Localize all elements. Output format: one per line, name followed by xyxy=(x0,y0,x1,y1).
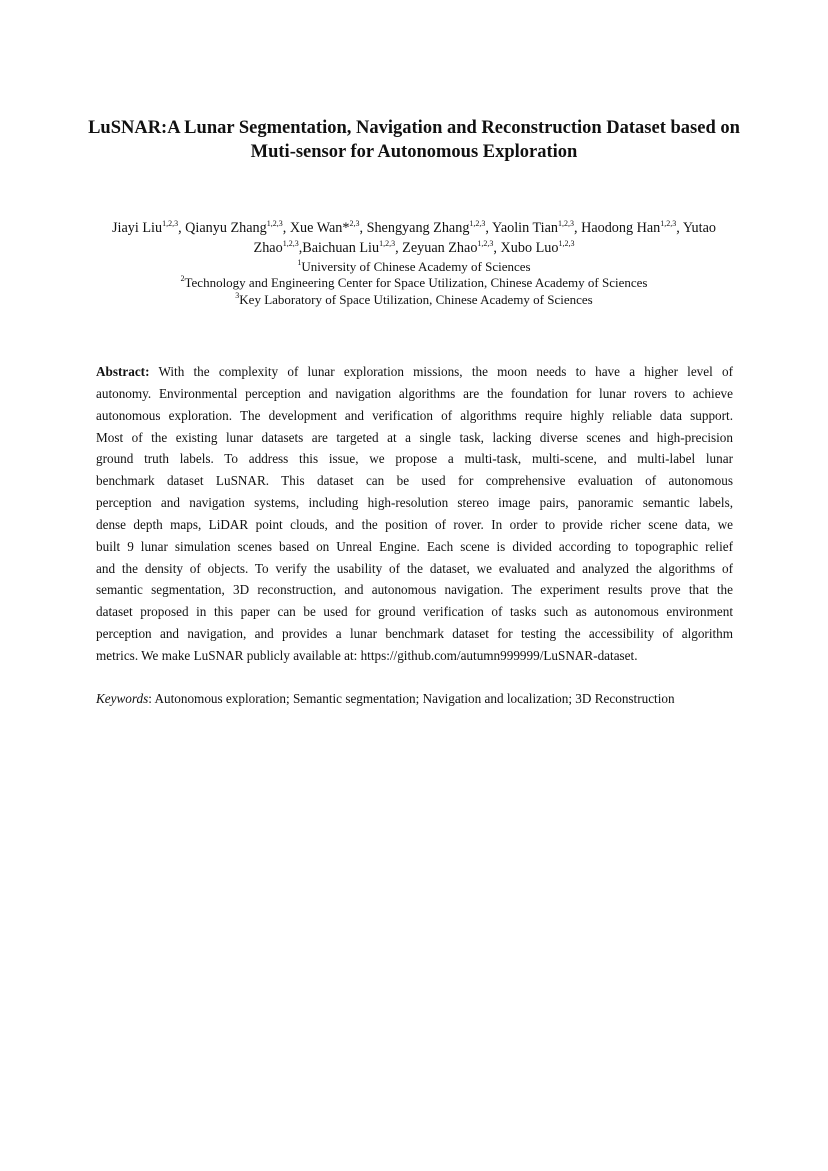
author-separator: , xyxy=(395,240,403,256)
abstract-line: dense depth maps, LiDAR point clouds, and the position of rover. In order to provide richer scene data, we xyxy=(96,516,733,532)
paper-title xyxy=(40,116,788,164)
author-name: Zeyuan Zhao xyxy=(402,240,478,256)
author-separator: , xyxy=(493,240,501,256)
abstract-line: benchmark dataset LuSNAR. This dataset can be used for comprehensive evaluation of autonomous xyxy=(96,473,733,489)
author-name: Xubo Luo xyxy=(500,240,559,256)
author-separator: , xyxy=(178,220,186,236)
abstract-label: Abstract: xyxy=(96,364,150,379)
author-separator: , xyxy=(282,220,290,236)
affiliation-text: University of Chinese Academy of Sciences xyxy=(301,259,531,274)
affiliation-text: Key Laboratory of Space Utilization, Chinese Academy of Sciences xyxy=(239,291,593,307)
abstract-line: semantic segmentation, 3D reconstruction, and autonomous navigation. The experiment results prove that the xyxy=(96,582,733,598)
author-list xyxy=(74,218,754,258)
title-line: LuSNAR:A Lunar Segmentation, Navigation and Reconstruction Dataset based on xyxy=(88,118,740,138)
keywords xyxy=(96,688,756,710)
author-name: Qianyu Zhang xyxy=(185,220,267,236)
abstract-line: metrics. We make LuSNAR publicly available at: https://github.com/autumn999999/LuSNAR-dataset. xyxy=(96,647,638,663)
author-affiliation-marker: 1,2,3 xyxy=(282,239,299,248)
abstract-line: perception and navigation systems, including high-resolution stereo image pairs, panoramic semantic labels, xyxy=(96,495,733,511)
abstract-line xyxy=(96,361,733,383)
author-affiliation-marker: 1,2,3 xyxy=(557,219,574,228)
abstract-line: perception and navigation, and provides a lunar benchmark dataset for testing the accessibility of algorithm xyxy=(96,626,733,642)
keywords-label: Keywords xyxy=(96,691,149,706)
author-separator: , xyxy=(676,220,683,236)
abstract-line: autonomy. Environmental perception and navigation algorithms are the foundation for lunar rovers to achieve xyxy=(96,385,733,401)
author-affiliation-marker: 1,2,3 xyxy=(469,219,486,228)
author-affiliation-marker: 1,2,3 xyxy=(266,219,283,228)
abstract-line: Most of the existing lunar datasets are targeted at a single task, lacking diverse scenes and high-precision xyxy=(96,429,733,445)
author-separator: , xyxy=(485,220,492,236)
abstract-line: dataset proposed in this paper can be used for ground verification of tasks such as autonomous environment xyxy=(96,604,733,620)
affiliation-marker: 3 xyxy=(235,290,240,300)
author-name: Haodong Han xyxy=(581,220,661,236)
keywords-text: : Autonomous exploration; Semantic segmentation; Navigation and localization; 3D Reconstruction xyxy=(148,691,675,706)
abstract-line: autonomous exploration. The development and verification of algorithms require highly reliable data support. xyxy=(96,407,733,423)
affiliation xyxy=(40,292,788,308)
affiliation xyxy=(40,275,788,291)
author-separator: , xyxy=(298,240,303,256)
author-name-part: Zhao xyxy=(253,240,283,256)
affiliation xyxy=(40,259,788,275)
author-affiliation-marker: 1,2,3 xyxy=(477,239,494,248)
abstract xyxy=(96,361,733,667)
abstract-line: and the density of objects. To verify the usability of the dataset, we evaluated and analyzed the algorithms of xyxy=(96,560,733,576)
author-name-part: Yutao xyxy=(682,220,716,236)
title-line: Muti-sensor for Autonomous Exploration xyxy=(250,142,578,162)
author-line xyxy=(74,218,754,238)
author-affiliation-marker: 1,2,3 xyxy=(558,239,575,248)
author-name: Yaolin Tian xyxy=(492,220,558,236)
author-affiliation-marker: 1,2,3 xyxy=(379,239,396,248)
author-line xyxy=(74,238,754,258)
abstract-text: With the complexity of lunar exploration missions, the moon needs to have a higher level of xyxy=(149,364,733,379)
author-affiliation-marker: 2,3 xyxy=(349,219,360,228)
author-separator: , xyxy=(359,220,367,236)
affiliation-marker: 2 xyxy=(180,274,185,284)
affiliation-text: Technology and Engineering Center for Space Utilization, Chinese Academy of Sciences xyxy=(184,275,648,291)
author-name: Shengyang Zhang xyxy=(366,220,470,236)
affiliation-marker: 1 xyxy=(297,258,302,267)
author-name: Xue Wan* xyxy=(289,220,350,236)
author-affiliation-marker: 1,2,3 xyxy=(660,219,677,228)
abstract-line: built 9 lunar simulation scenes based on Unreal Engine. Each scene is divided according to topographic relief xyxy=(96,538,733,554)
abstract-line: ground truth labels. To address this issue, we propose a multi-task, multi-scene, and multi-label lunar xyxy=(96,451,733,467)
author-separator: , xyxy=(573,220,582,236)
affiliation-list xyxy=(40,259,788,308)
author-name: Baichuan Liu xyxy=(302,240,380,256)
author-name: Jiayi Liu xyxy=(112,220,163,236)
author-affiliation-marker: 1,2,3 xyxy=(162,219,179,228)
